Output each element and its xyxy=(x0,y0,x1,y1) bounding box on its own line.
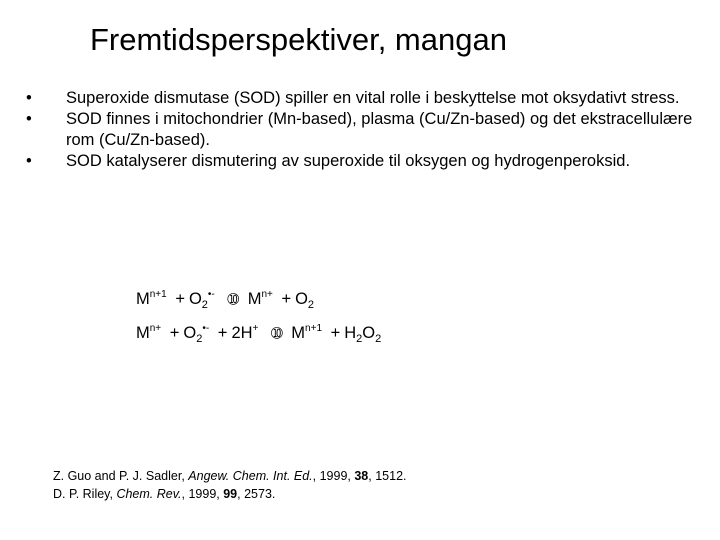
eq-subscript: 2 xyxy=(201,299,208,311)
ref-year: , 1999, xyxy=(312,469,355,483)
eq-text: 2H xyxy=(231,324,253,342)
eq-text: M xyxy=(136,290,150,308)
eq-superscript: n+ xyxy=(261,289,273,300)
ref-year: , 1999, xyxy=(181,487,224,501)
eq-subscript: 2 xyxy=(307,299,315,311)
plus-sign: + xyxy=(175,290,185,308)
bullet-text: Superoxide dismutase (SOD) spiller en vital rolle i beskyttelse mot oksydativt stress. xyxy=(66,89,680,107)
eq-superscript: n+ xyxy=(149,323,162,334)
plus-sign: + xyxy=(217,324,228,342)
bullet-text: SOD katalyserer dismutering av superoxide til oksygen og hydrogenperoksid. xyxy=(66,152,631,170)
references xyxy=(53,467,407,503)
reference-2 xyxy=(53,485,407,503)
ref-journal: Angew. Chem. Int. Ed. xyxy=(188,469,313,483)
plus-sign: + xyxy=(281,290,292,308)
eq-superscript: + xyxy=(252,323,259,334)
ref-volume: 38 xyxy=(354,469,369,483)
reference-1 xyxy=(53,467,407,485)
eq-text: O xyxy=(295,290,308,308)
plus-sign: + xyxy=(330,324,341,342)
bullet-item xyxy=(26,109,706,151)
bullet-glyph: • xyxy=(26,89,32,107)
eq-superscript: •- xyxy=(202,323,210,334)
eq-text: O xyxy=(362,324,376,342)
eq-superscript: n+1 xyxy=(305,323,323,334)
ref-pages: , 1512. xyxy=(368,469,407,483)
reaction-equations xyxy=(136,282,381,350)
bullet-glyph: • xyxy=(26,110,32,128)
bullet-item xyxy=(26,88,706,109)
eq-text: H xyxy=(344,324,357,342)
bullet-list xyxy=(26,88,706,172)
bullet-item xyxy=(26,151,706,172)
reaction-arrow-icon: ➉ xyxy=(227,291,240,307)
eq-subscript: 2 xyxy=(196,333,203,345)
bullet-text: SOD finnes i mitochondrier (Mn-based), plasma (Cu/Zn-based) og det ekstracellulære rom (Cu/Zn-based). xyxy=(66,110,693,149)
equation-2 xyxy=(136,316,381,350)
plus-sign: + xyxy=(169,324,180,342)
eq-text: O xyxy=(188,290,202,308)
eq-superscript: n+1 xyxy=(149,289,167,300)
eq-text: O xyxy=(183,324,197,342)
ref-authors: Z. Guo and P. J. Sadler, xyxy=(53,469,189,483)
slide-title: Fremtidsperspektiver, mangan xyxy=(90,22,507,57)
ref-authors: D. P. Riley, xyxy=(53,487,117,501)
ref-journal: Chem. Rev. xyxy=(116,487,182,501)
equation-1 xyxy=(136,282,381,316)
bullet-glyph: • xyxy=(26,152,32,170)
ref-pages: , 2573. xyxy=(237,487,276,501)
eq-subscript: 2 xyxy=(375,333,382,345)
eq-text: M xyxy=(247,290,262,308)
eq-text: M xyxy=(291,324,306,342)
eq-superscript: •- xyxy=(207,289,215,300)
eq-text: M xyxy=(136,324,150,342)
ref-volume: 99 xyxy=(223,487,238,501)
eq-subscript: 2 xyxy=(356,333,363,345)
reaction-arrow-icon: ➉ xyxy=(270,325,283,341)
